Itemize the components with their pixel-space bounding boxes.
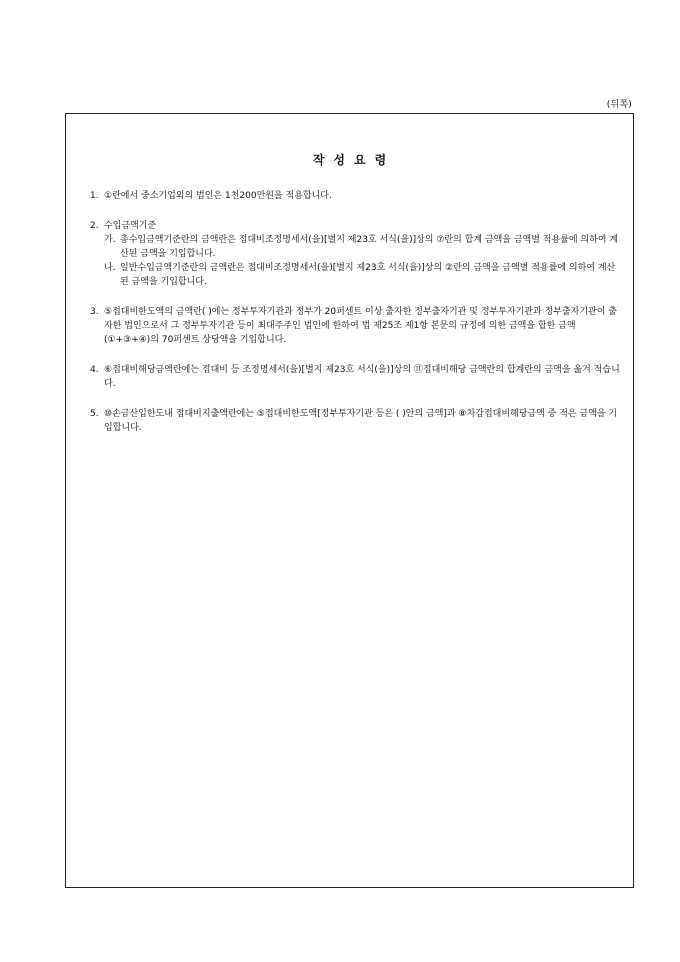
instruction-subitem-2a [104,233,620,261]
instruction-item-4 [90,363,620,391]
instruction-text: 수입금액기준 [104,221,157,231]
subitem-text: 총수입금액기준란의 금액란은 접대비조정명세서(을)[별지 제23호 서식(을)]상의 ⑦란의 합계 금액을 금액별 적용률에 의하여 계산된 금액을 기입합니다. [120,235,619,259]
instruction-text: ⑩손금산입한도내 접대비지출액란에는 ⑤접대비한도액[정부투자기관 등은 ( )안의 금액]과 ⑧차감접대비해당금액 중 적은 금액을 기입합니다. [104,409,618,433]
document-frame [65,113,634,888]
page-side-label: (뒤쪽) [606,100,632,110]
instruction-item-2 [90,219,620,233]
instruction-text: ①란에서 중소기업외의 법인은 1천200만원을 적용합니다. [104,191,332,201]
instruction-item-5 [90,407,620,435]
instruction-number: 2. [90,221,99,231]
instruction-number: 1. [90,191,99,201]
instruction-text: ⑥접대비해당금액란에는 접대비 등 조정명세서(을)[별지 제23호 서식(을)]상의 ⑪접대비해당 금액란의 합계란의 금액을 옮겨 적습니다. [104,365,620,389]
instruction-text: ⑤접대비한도액의 금액란( )에는 정부투자기관과 정부가 20퍼센트 이상 출자한 정부출자기관 및 정부투자기관과 정부출자기관이 출자한 법인으로서 그 정부투자기관 등이 최대주주인 법인에 한하여 법 제25조 제1항 본문의 규정에 의한 금액을 합한 금액(①+③+④)의 70퍼센트 상당액을 기입합니다. [104,307,617,345]
subitem-number: 가. [104,235,116,245]
subitem-text: 일반수입금액기준란의 금액란은 접대비조정명세서(을)[별지 제23호 서식(을)]상의 ②란의 금액을 금액별 적용률에 의하여 계산된 금액을 기입합니다. [120,263,616,287]
instruction-number: 4. [90,365,99,375]
instruction-item-3 [90,305,620,347]
instruction-number: 5. [90,409,99,419]
instructions-list [90,189,620,435]
subitem-number: 나. [104,263,116,273]
instruction-subitem-2b [104,261,620,289]
instruction-item-1 [90,189,620,203]
document-title: 작성요령 [312,153,396,167]
instruction-number: 3. [90,307,99,317]
